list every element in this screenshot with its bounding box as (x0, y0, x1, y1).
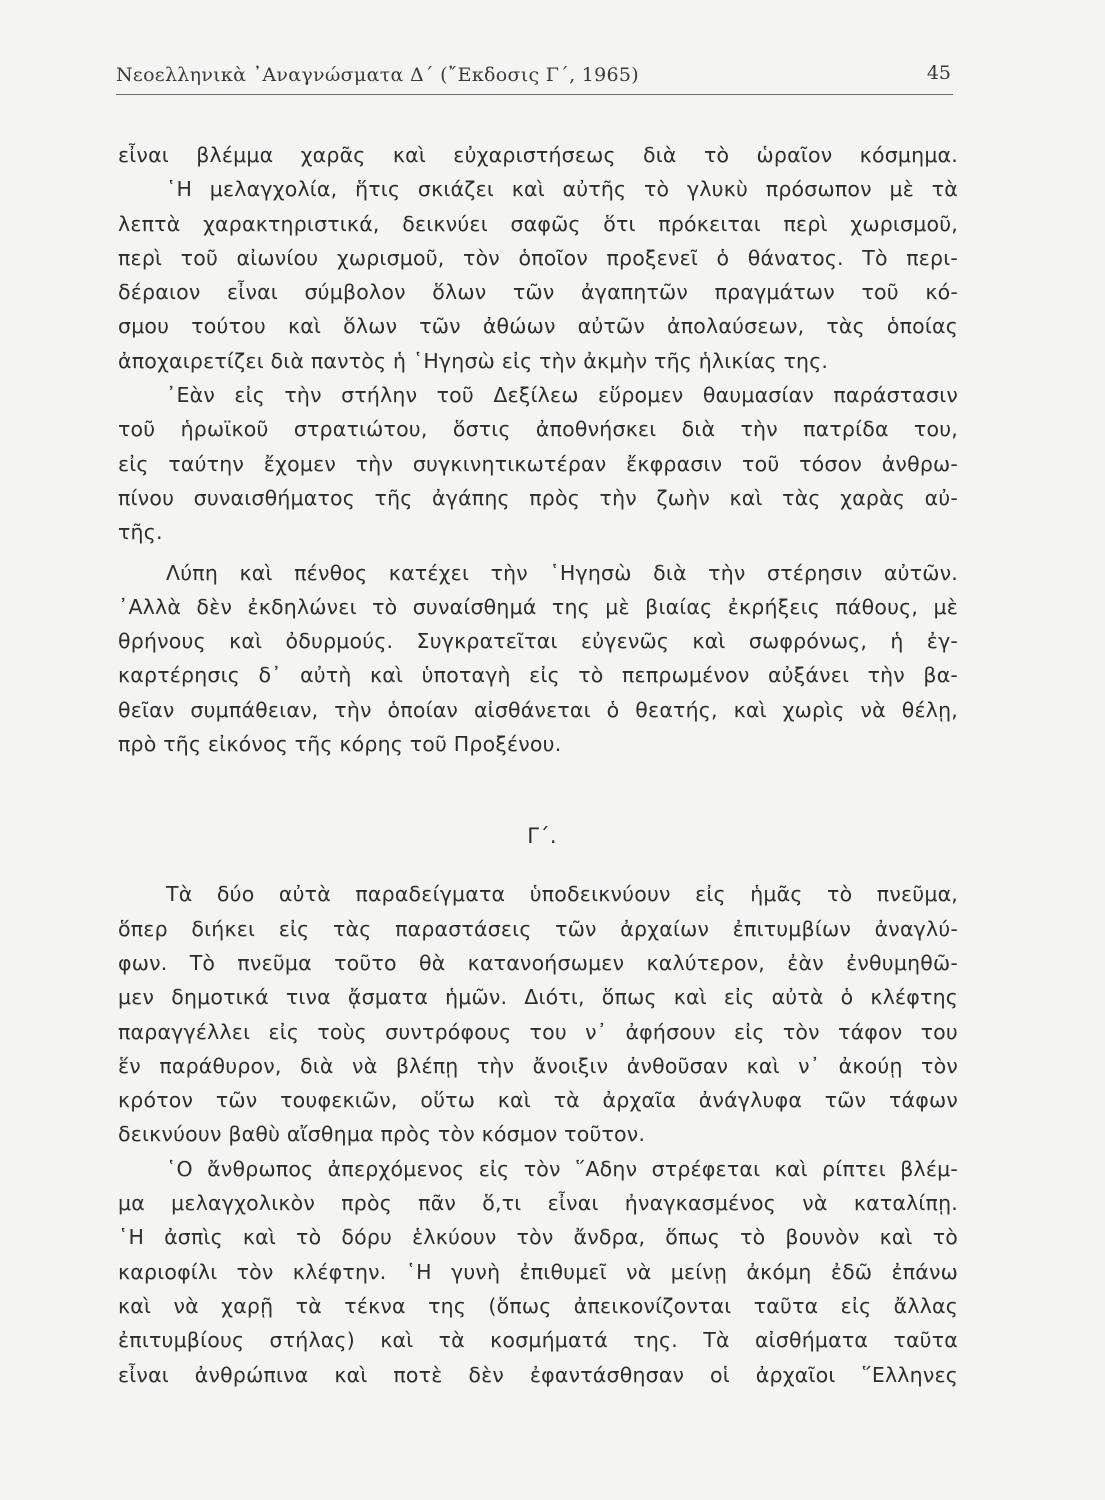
text-line: καρτέρησις δ᾿ αὐτὴ καὶ ὑποταγὴ εἰς τὸ πεπρωμένον αὐξάνει τὴν βα- (118, 663, 958, 688)
text-line: λεπτὰ χαρακτηριστικά, δεικνύει σαφῶς ὅτι πρόκειται περὶ χωρισμοῦ, (118, 211, 958, 236)
text-line: ᾿Εὰν εἰς τὴν στήλην τοῦ Δεξίλεω εὕρομεν θαυμασίαν παράστασιν (166, 383, 958, 408)
book-title: Νεοελληνικὰ ᾿Αναγνώσματα Δ΄ (῎Εκδοσις Γ΄, 1965) (116, 64, 640, 86)
text-line: Τὰ δύο αὐτὰ παραδείγματα ὑποδεικνύουν εἰς ἡμᾶς τὸ πνεῦμα, (166, 882, 958, 907)
text-line: θρήνους καὶ ὀδυρμούς. Συγκρατεῖται εὐγενῶς καὶ σωφρόνως, ἡ ἐγ- (118, 629, 958, 654)
text-line: τῆς. (118, 520, 163, 545)
text-line: παραγγέλλει εἰς τοὺς συντρόφους του ν᾿ ἀφήσουν εἰς τὸν τάφον του (118, 1019, 958, 1044)
text-line: περὶ τοῦ αἰωνίου χωρισμοῦ, τὸν ὁποῖον προξενεῖ ὁ θάνατος. Τὸ περι- (118, 245, 958, 270)
text-line: εἶναι ἀνθρώπινα καὶ ποτὲ δὲν ἐφαντάσθησαν οἱ ἀρχαῖοι ῞Ελληνες (118, 1362, 958, 1387)
text-line: δεικνύουν βαθὺ αἴσθημα πρὸς τὸν κόσμον τοῦτον. (118, 1122, 646, 1147)
text-line: ἐπιτυμβίους στήλας) καὶ τὰ κοσμήματά της. Τὰ αἰσθήματα ταῦτα (118, 1328, 958, 1353)
text-line: πίνου συναισθήματος τῆς ἀγάπης πρὸς τὴν ζωὴν καὶ τὰς χαρὰς αὐ- (118, 485, 958, 510)
text-line: τοῦ ἡρωϊκοῦ στρατιώτου, ὅστις ἀποθνήσκει διὰ τὴν πατρίδα του, (118, 417, 958, 442)
text-line: ῾Η ἀσπὶς καὶ τὸ δόρυ ἑλκύουν τὸν ἄνδρα, ὅπως τὸ βουνὸν καὶ τὸ (118, 1225, 958, 1250)
text-line: εἰς ταύτην ἔχομεν τὴν συγκινητικωτέραν ἔκφρασιν τοῦ τόσον ἀνθρω- (118, 451, 958, 476)
paragraph (118, 378, 958, 549)
paragraph (118, 556, 958, 762)
page-body (118, 138, 958, 1392)
text-line: μεν δημοτικά τινα ᾄσματα ἡμῶν. Διότι, ὅπως καὶ εἰς αὐτὰ ὁ κλέφτης (118, 985, 958, 1010)
text-line: ἀποχαιρετίζει διὰ παντὸς ἡ ῾Ηγησὼ εἰς τὴν ἀκμὴν τῆς ἡλικίας της. (118, 348, 829, 373)
text-line: καριοφίλι τὸν κλέφτην. ῾Η γυνὴ ἐπιθυμεῖ νὰ μείνῃ ἀκόμη ἐδῶ ἐπάνω (118, 1259, 958, 1284)
text-line: Λύπη καὶ πένθος κατέχει τὴν ῾Ηγησὼ διὰ τὴν στέρησιν αὐτῶν. (166, 560, 958, 585)
text-line: εἶναι βλέμμα χαρᾶς καὶ εὐχαριστήσεως διὰ τὸ ὡραῖον κόσμημα. (118, 143, 958, 167)
text-line: πρὸ τῆς εἰκόνος τῆς κόρης τοῦ Προξένου. (118, 732, 562, 757)
text-line: ῾Ο ἄνθρωπος ἀπερχόμενος εἰς τὸν ῞Αδην στρέφεται καὶ ρίπτει βλέμ- (166, 1156, 958, 1181)
text-line: φων. Τὸ πνεῦμα τοῦτο θὰ κατανοήσωμεν καλύτερον, ἐὰν ἐνθυμηθῶ- (118, 950, 958, 975)
text-line: καὶ νὰ χαρῇ τὰ τέκνα της (ὅπως ἀπεικονίζονται ταῦτα εἰς ἄλλας (118, 1293, 958, 1318)
text-line: μα μελαγχολικὸν πρὸς πᾶν ὅ,τι εἶναι ἠναγκασμένος νὰ καταλίπῃ. (118, 1191, 958, 1216)
text-line: ᾿Αλλὰ δὲν ἐκδηλώνει τὸ συναίσθημά της μὲ βιαίας ἐκρήξεις πάθους, μὲ (118, 594, 958, 619)
text-line: κρότον τῶν τουφεκιῶν, οὕτω καὶ τὰ ἀρχαῖα ἀνάγλυφα τῶν τάφων (118, 1088, 958, 1113)
running-header (116, 64, 953, 95)
page-number: 45 (926, 62, 951, 84)
text-line: σμου τούτου καὶ ὅλων τῶν ἀθώων αὐτῶν ἀπολαύσεων, τὰς ὁποίας (118, 314, 958, 339)
text-line: ἕν παράθυρον, διὰ νὰ βλέπῃ τὴν ἄνοιξιν ἀνθοῦσαν καὶ ν᾿ ἀκούῃ τὸν (118, 1053, 958, 1078)
paragraph (118, 877, 958, 1151)
text-line: ὅπερ διήκει εἰς τὰς παραστάσεις τῶν ἀρχαίων ἐπιτυμβίων ἀναγλύ- (118, 916, 958, 941)
section-heading: Γ΄. (527, 824, 557, 849)
paragraph (118, 1152, 958, 1392)
text-line: ῾Η μελαγχολία, ἥτις σκιάζει καὶ αὐτῆς τὸ γλυκὺ πρόσωπον μὲ τὰ (166, 177, 958, 202)
paragraph (118, 138, 958, 378)
text-line: θεῖαν συμπάθειαν, τὴν ὁποίαν αἰσθάνεται ὁ θεατής, καὶ χωρὶς νὰ θέλῃ, (118, 697, 958, 722)
text-line: δέραιον εἶναι σύμβολον ὅλων τῶν ἀγαπητῶν πραγμάτων τοῦ κό- (118, 280, 958, 305)
